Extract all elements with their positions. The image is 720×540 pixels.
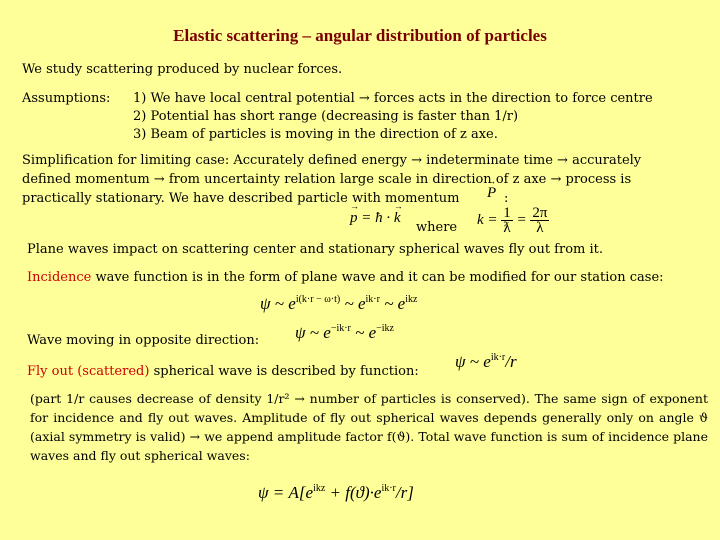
where-label: where — [416, 220, 458, 235]
intro-text: We study scattering produced by nuclear forces. — [22, 62, 343, 77]
assumptions-label: Assumptions: — [22, 91, 111, 106]
opposite-wave-label: Wave moving in opposite direction: — [27, 333, 260, 348]
flyout-equation: ψ ~ $e^{ik\cdot r}/r$ — [455, 352, 517, 371]
incidence-text: Incidence wave function is in the form of plane wave and it can be modified for our station case: — [27, 270, 664, 285]
momentum-symbol: → P — [487, 185, 496, 202]
simplification-line-1: Simplification for limiting case: Accurately defined energy → indeterminate time → accurately — [22, 153, 642, 168]
plane-waves-text: Plane waves impact on scattering center and stationary spherical waves fly out from it. — [27, 242, 603, 257]
assumption-1: 1) We have local central potential → forces acts in the direction to force centre — [133, 91, 653, 106]
assumption-3: 3) Beam of particles is moving in the direction of z axe. — [133, 127, 498, 142]
slide-title: Elastic scattering – angular distribution of particles — [173, 26, 547, 45]
simplification-line-2: defined momentum → from uncertainty relation large scale in direction of z axe → process is — [22, 172, 632, 187]
k-relation-equation: k = $\frac{1}{ƛ}$ = $\frac{2\pi}{\lambda}$ — [477, 205, 548, 236]
total-wave-equation: $\psi = A[e^{ikz} + f(ϑ)\cdot e^{ik\cdot r}/r]$ — [258, 483, 414, 502]
incidence-highlight: Incidence — [27, 270, 92, 285]
momentum-equation: → p = ħ · → k — [350, 210, 401, 227]
flyout-text: Fly out (scattered) spherical wave is described by function: — [27, 364, 419, 379]
final-paragraph: (part 1/r causes decrease of density 1/r² → number of particles is conserved). The same sign of exponent for incidence and fly out waves. Amplitude of fly out spherical waves depends generally only on angle ϑ (axial symmetry is valid) → we append amplitude factor f(ϑ). Total wave function is sum of incidence plane waves and fly out spherical waves: — [30, 391, 708, 463]
flyout-highlight: Fly out (scattered) — [27, 364, 150, 379]
incidence-equation: ψ ~ $e^{i(k\cdot r - \omega\cdot t)}$ ~ $e^{ik\cdot r}$ ~ $e^{ikz}$ — [260, 294, 418, 313]
simplification-colon: : — [504, 191, 509, 206]
assumption-2: 2) Potential has short range (decreasing is faster than 1/r) — [133, 109, 519, 124]
simplification-line-3: practically stationary. We have described particle with momentum — [22, 191, 460, 206]
opposite-wave-equation: ψ ~ $e^{-ik\cdot r}$ ~ $e^{-ikz}$ — [295, 323, 394, 342]
